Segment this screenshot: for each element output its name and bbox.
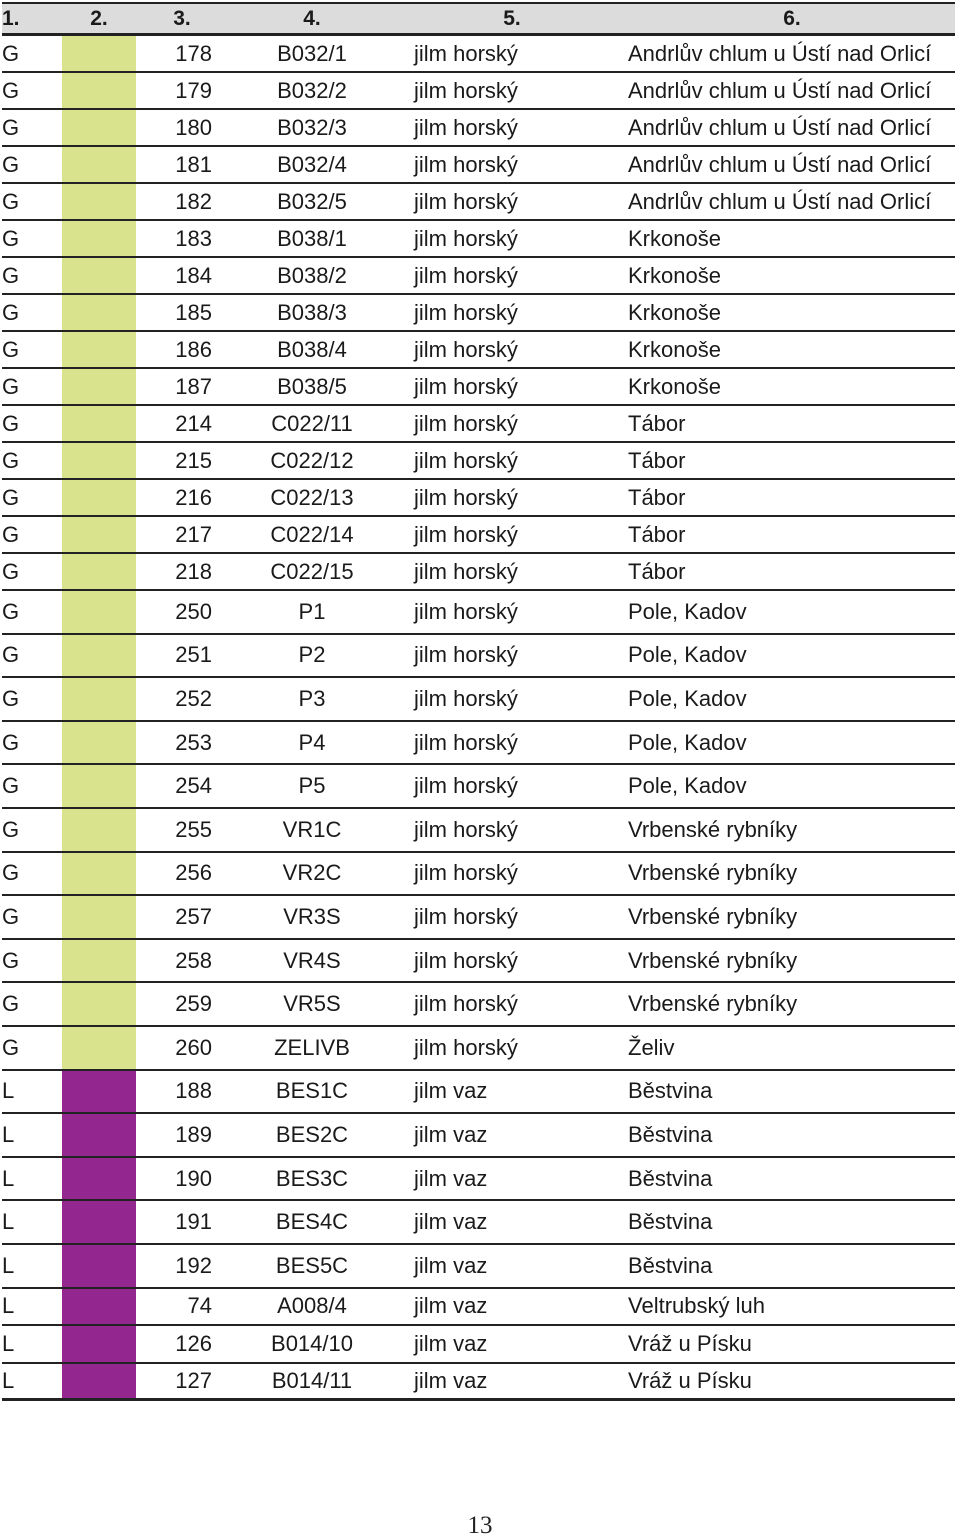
code-cell: B038/3 (277, 299, 347, 325)
number-cell: 186 (175, 336, 212, 362)
species-cell: jilm horský (414, 410, 518, 436)
table-row (2, 406, 955, 443)
code-cell: P4 (298, 729, 326, 755)
table-row (2, 591, 955, 635)
table-row (2, 369, 955, 406)
species-cell: jilm vaz (414, 1367, 488, 1393)
group-color-swatch (62, 1201, 136, 1243)
group-color-swatch (62, 1027, 136, 1069)
table-row (2, 853, 955, 897)
species-cell: jilm horský (414, 521, 518, 547)
species-cell: jilm vaz (414, 1209, 488, 1235)
group-color-swatch (62, 765, 136, 807)
species-cell: jilm horský (414, 336, 518, 362)
group-cell: G (2, 447, 20, 473)
group-cell: G (2, 903, 20, 929)
locality-cell: Krkonoše (628, 225, 721, 251)
table-row (2, 517, 955, 554)
table-row (2, 1364, 955, 1402)
code-cell: VR4S (283, 947, 341, 973)
group-cell: G (2, 410, 20, 436)
species-cell: jilm horský (414, 642, 518, 668)
code-cell: VR3S (283, 903, 341, 929)
table-body (2, 36, 955, 1401)
code-cell: B032/4 (277, 151, 347, 177)
table-row (2, 443, 955, 480)
table-row (2, 184, 955, 221)
species-cell: jilm horský (414, 225, 518, 251)
table-row (2, 295, 955, 332)
table-row (2, 722, 955, 766)
group-cell: G (2, 642, 20, 668)
number-cell: 184 (175, 262, 212, 288)
table-row (2, 678, 955, 722)
table-row (2, 635, 955, 679)
species-cell: jilm horský (414, 188, 518, 214)
table-row (2, 147, 955, 184)
group-color-swatch (62, 678, 136, 720)
locality-cell: Vrbenské rybníky (628, 991, 798, 1017)
species-cell: jilm vaz (414, 1330, 488, 1356)
table-row (2, 36, 955, 73)
group-cell: L (2, 1165, 15, 1191)
group-cell: L (2, 1121, 15, 1147)
code-cell: P2 (298, 642, 326, 668)
species-cell: jilm horský (414, 860, 518, 886)
group-color-swatch (62, 1289, 136, 1325)
locality-cell: Pole, Kadov (628, 773, 747, 799)
group-cell: G (2, 816, 20, 842)
group-color-swatch (62, 1364, 136, 1399)
species-cell: jilm horský (414, 903, 518, 929)
locality-cell: Běstvina (628, 1209, 713, 1235)
group-color-swatch (62, 517, 136, 552)
group-color-swatch (62, 73, 136, 108)
locality-cell: Vráž u Písku (628, 1330, 752, 1356)
locality-cell: Běstvina (628, 1121, 713, 1147)
code-cell: C022/11 (271, 410, 353, 436)
number-cell: 179 (175, 77, 212, 103)
number-cell: 190 (175, 1165, 212, 1191)
group-cell: L (2, 1209, 15, 1235)
number-cell: 252 (175, 685, 212, 711)
number-cell: 189 (175, 1121, 212, 1147)
code-cell: P5 (298, 773, 326, 799)
number-cell: 180 (175, 114, 212, 140)
code-cell: C022/15 (270, 558, 354, 584)
header-col-3: 3. (173, 6, 191, 30)
number-cell: 216 (175, 484, 212, 510)
group-color-swatch (62, 1326, 136, 1362)
locality-cell: Krkonoše (628, 336, 721, 362)
code-cell: P3 (298, 685, 326, 711)
table-row (2, 1114, 955, 1158)
species-cell: jilm horský (414, 558, 518, 584)
group-color-swatch (62, 480, 136, 515)
group-cell: G (2, 299, 20, 325)
code-cell: P1 (298, 598, 326, 624)
number-cell: 255 (175, 816, 212, 842)
species-cell: jilm horský (414, 77, 518, 103)
group-cell: G (2, 77, 20, 103)
code-cell: BES1C (275, 1078, 349, 1104)
number-cell: 214 (175, 410, 212, 436)
table-row (2, 1245, 955, 1289)
table-header-row (2, 2, 955, 36)
table-row (2, 554, 955, 591)
group-color-swatch (62, 369, 136, 404)
group-color-swatch (62, 722, 136, 764)
locality-cell: Vrbenské rybníky (628, 860, 798, 886)
locality-cell: Běstvina (628, 1165, 713, 1191)
code-cell: VR2C (282, 860, 342, 886)
number-cell: 259 (175, 991, 212, 1017)
locality-cell: Krkonoše (628, 262, 721, 288)
group-color-swatch (62, 406, 136, 441)
number-cell: 251 (175, 642, 212, 668)
number-cell: 187 (175, 373, 212, 399)
code-cell: BES5C (275, 1252, 349, 1278)
group-cell: G (2, 262, 20, 288)
code-cell: C022/12 (270, 447, 354, 473)
number-cell: 178 (175, 40, 212, 66)
locality-cell: Andrlův chlum u Ústí nad Orlicí (628, 188, 932, 214)
number-cell: 181 (175, 151, 212, 177)
group-color-swatch (62, 221, 136, 256)
locality-cell: Tábor (628, 410, 686, 436)
group-color-swatch (62, 1158, 136, 1200)
locality-cell: Želiv (628, 1034, 675, 1060)
species-cell: jilm vaz (414, 1078, 488, 1104)
code-cell: B032/1 (277, 40, 347, 66)
species-cell: jilm horský (414, 40, 518, 66)
table-row (2, 1071, 955, 1115)
table-row (2, 258, 955, 295)
code-cell: BES2C (275, 1121, 349, 1147)
group-color-swatch (62, 896, 136, 938)
table-row (2, 1326, 955, 1364)
group-cell: G (2, 598, 20, 624)
locality-cell: Krkonoše (628, 299, 721, 325)
group-cell: L (2, 1330, 15, 1356)
locality-cell: Andrlův chlum u Ústí nad Orlicí (628, 151, 932, 177)
group-cell: L (2, 1078, 15, 1104)
code-cell: ZELIVB (274, 1034, 350, 1060)
species-cell: jilm horský (414, 816, 518, 842)
number-cell: 217 (175, 521, 212, 547)
number-cell: 192 (175, 1252, 212, 1278)
group-cell: G (2, 373, 20, 399)
species-cell: jilm horský (414, 447, 518, 473)
group-cell: G (2, 40, 20, 66)
species-cell: jilm horský (414, 373, 518, 399)
species-cell: jilm horský (414, 685, 518, 711)
table-row (2, 983, 955, 1027)
locality-cell: Andrlův chlum u Ústí nad Orlicí (628, 77, 932, 103)
number-cell: 183 (175, 225, 212, 251)
code-cell: BES4C (275, 1209, 349, 1235)
locality-cell: Běstvina (628, 1252, 713, 1278)
group-cell: G (2, 336, 20, 362)
table-row (2, 896, 955, 940)
table-row (2, 765, 955, 809)
locality-cell: Tábor (628, 558, 686, 584)
locality-cell: Vrbenské rybníky (628, 947, 798, 973)
locality-cell: Tábor (628, 484, 686, 510)
group-color-swatch (62, 983, 136, 1025)
locality-cell: Vrbenské rybníky (628, 903, 798, 929)
number-cell: 260 (175, 1034, 212, 1060)
table-row (2, 1201, 955, 1245)
group-cell: G (2, 860, 20, 886)
locality-cell: Tábor (628, 521, 686, 547)
code-cell: A008/4 (277, 1293, 347, 1319)
species-cell: jilm horský (414, 947, 518, 973)
species-cell: jilm horský (414, 151, 518, 177)
locality-cell: Veltrubský luh (628, 1293, 765, 1319)
table-row (2, 940, 955, 984)
group-cell: G (2, 484, 20, 510)
group-cell: G (2, 151, 20, 177)
header-col-5: 5. (503, 6, 521, 30)
code-cell: B038/1 (277, 225, 347, 251)
group-cell: G (2, 773, 20, 799)
code-cell: B014/11 (271, 1367, 353, 1393)
table-row (2, 480, 955, 517)
number-cell: 126 (175, 1330, 212, 1356)
number-cell: 182 (175, 188, 212, 214)
number-cell: 188 (175, 1078, 212, 1104)
code-cell: B038/4 (277, 336, 347, 362)
group-color-swatch (62, 809, 136, 851)
number-cell: 250 (175, 598, 212, 624)
group-color-swatch (62, 184, 136, 219)
table-row (2, 332, 955, 369)
locality-cell: Tábor (628, 447, 686, 473)
data-table (2, 2, 955, 1401)
group-color-swatch (62, 554, 136, 589)
table-row (2, 221, 955, 258)
number-cell: 257 (175, 903, 212, 929)
species-cell: jilm horský (414, 991, 518, 1017)
number-cell: 218 (175, 558, 212, 584)
group-color-swatch (62, 295, 136, 330)
locality-cell: Vráž u Písku (628, 1367, 752, 1393)
group-color-swatch (62, 1071, 136, 1113)
locality-cell: Pole, Kadov (628, 729, 747, 755)
group-color-swatch (62, 147, 136, 182)
locality-cell: Pole, Kadov (628, 685, 747, 711)
header-col-1: 1. (2, 6, 20, 30)
header-col-6: 6. (783, 6, 801, 30)
number-cell: 253 (175, 729, 212, 755)
species-cell: jilm horský (414, 598, 518, 624)
code-cell: VR1C (282, 816, 342, 842)
locality-cell: Andrlův chlum u Ústí nad Orlicí (628, 114, 932, 140)
number-cell: 256 (175, 860, 212, 886)
number-cell: 74 (187, 1293, 212, 1319)
group-color-swatch (62, 36, 136, 71)
group-color-swatch (62, 332, 136, 367)
code-cell: B032/5 (277, 188, 347, 214)
species-cell: jilm horský (414, 1034, 518, 1060)
group-cell: G (2, 114, 20, 140)
species-cell: jilm horský (414, 114, 518, 140)
number-cell: 258 (175, 947, 212, 973)
group-color-swatch (62, 591, 136, 633)
code-cell: B038/5 (277, 373, 347, 399)
group-cell: G (2, 188, 20, 214)
group-color-swatch (62, 1114, 136, 1156)
group-cell: G (2, 947, 20, 973)
species-cell: jilm horský (414, 484, 518, 510)
number-cell: 191 (175, 1209, 212, 1235)
group-color-swatch (62, 443, 136, 478)
group-cell: L (2, 1293, 15, 1319)
species-cell: jilm vaz (414, 1121, 488, 1147)
number-cell: 254 (175, 773, 212, 799)
code-cell: B032/3 (277, 114, 347, 140)
code-cell: B032/2 (277, 77, 347, 103)
locality-cell: Pole, Kadov (628, 598, 747, 624)
code-cell: B014/10 (271, 1330, 353, 1356)
number-cell: 215 (175, 447, 212, 473)
group-cell: G (2, 1034, 20, 1060)
group-cell: G (2, 729, 20, 755)
species-cell: jilm horský (414, 299, 518, 325)
group-color-swatch (62, 1245, 136, 1287)
group-cell: G (2, 225, 20, 251)
species-cell: jilm vaz (414, 1252, 488, 1278)
table-row (2, 809, 955, 853)
locality-cell: Vrbenské rybníky (628, 816, 798, 842)
header-col-4: 4. (303, 6, 321, 30)
group-cell: G (2, 685, 20, 711)
group-color-swatch (62, 258, 136, 293)
group-color-swatch (62, 635, 136, 677)
group-cell: G (2, 521, 20, 547)
species-cell: jilm horský (414, 262, 518, 288)
page-number: 13 (467, 1512, 493, 1539)
locality-cell: Pole, Kadov (628, 642, 747, 668)
number-cell: 185 (175, 299, 212, 325)
group-color-swatch (62, 853, 136, 895)
species-cell: jilm horský (414, 773, 518, 799)
species-cell: jilm horský (414, 729, 518, 755)
group-cell: G (2, 991, 20, 1017)
locality-cell: Krkonoše (628, 373, 721, 399)
table-row (2, 73, 955, 110)
number-cell: 127 (175, 1367, 212, 1393)
group-cell: L (2, 1367, 15, 1393)
code-cell: BES3C (275, 1165, 349, 1191)
group-cell: G (2, 558, 20, 584)
group-cell: L (2, 1252, 15, 1278)
group-color-swatch (62, 940, 136, 982)
group-color-swatch (62, 110, 136, 145)
code-cell: B038/2 (277, 262, 347, 288)
table-row (2, 110, 955, 147)
code-cell: C022/14 (270, 521, 354, 547)
table-row (2, 1027, 955, 1071)
locality-cell: Andrlův chlum u Ústí nad Orlicí (628, 40, 932, 66)
table-row (2, 1158, 955, 1202)
species-cell: jilm vaz (414, 1293, 488, 1319)
header-col-2: 2. (90, 6, 108, 30)
code-cell: C022/13 (270, 484, 354, 510)
locality-cell: Běstvina (628, 1078, 713, 1104)
code-cell: VR5S (283, 991, 341, 1017)
species-cell: jilm vaz (414, 1165, 488, 1191)
table-row (2, 1289, 955, 1327)
